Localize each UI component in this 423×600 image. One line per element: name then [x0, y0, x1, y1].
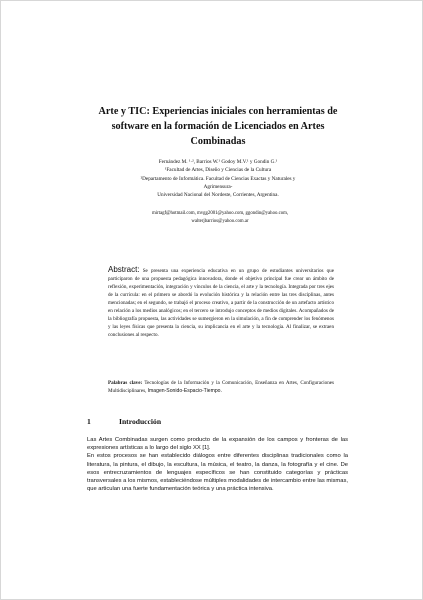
section-heading [87, 417, 161, 427]
abstract [108, 266, 334, 339]
keywords-text: Tecnologías de la Información y la Comunicación, Enseñanza en Artes, Configuraciones Multidisciplinares, [108, 380, 335, 394]
title-line: Combinadas [190, 136, 246, 147]
keywords-tail: Imagen-Sonido-Espacio-Tiempo. [147, 388, 222, 394]
abstract-label: Abstract: [108, 265, 140, 274]
section-number: 1 [87, 417, 91, 426]
abstract-text: Se presenta una experiencia educativa en un grupo de estudiantes universitarios que participaron de una propuesta pedagógica innovadora, donde el objetivo principal fue crear un ámbito de reflexión, experimentación, integración y vínculos de la ciencia, el arte y la tecnología. Integrada por tres ejes de la currícula: en el primero se abordó la evolución histórica y la relación entre las tres disciplinas, antes mencionadas; en el segundo, se trabajó el proceso creativo, a partir de la construcción de un artefacto artístico en relación a los medios analógicos; en el tercero se introdujo conceptos de medios digitales. Acompañados de la bibliografía propuesta, las actividades se sumergieron en la simulación, a fin de comprender los fenómenos y las leyes físicas que presenta la ciencia, su implicancia en el arte y la tecnología. Al finalizar, se extraen conclusiones al respecto. [108, 268, 334, 338]
author-block [105, 158, 331, 199]
affiliation: ¹Facultad de Artes, Diseño y Ciencias de la Cultura [164, 167, 272, 174]
title-line: Arte y TIC: Experiencias iniciales con herramientas de [98, 106, 338, 117]
paragraph: Las Artes Combinadas surgen como producto de la expansión de los campos y fronteras de las expresiones artísticas a lo largo del siglo XX [1]. [87, 437, 348, 452]
affiliation: Agrimensura- [203, 183, 233, 190]
affiliation: Universidad Nacional del Nordeste, Corrientes, Argentina. [157, 192, 279, 199]
paragraph: En estos procesos se han establecido diálogos entre diferentes disciplinas tradicionales como la literatura, la pintura, el dibujo, la escultura, la música, el teatro, la danza, la fotografía y el cine. De esos entrecruzamientos de lenguajes específicos se han constituido categorías y prácticas transversales a los mismos, estableciéndose múltiples modalidades de intercambio entre las mismas, que articulan una fuerte fundamentación teórica y una práctica intensiva. [87, 453, 348, 493]
email-block [140, 210, 300, 226]
email-line: mirtagf@hotmail.com, mvgg2001@yahoo.com, ggondin@yahoo.com, [151, 211, 289, 216]
paper-title [95, 104, 341, 149]
affiliation: ²Departamento de Informática. Facultad de Ciencias Exactas y Naturales y [140, 175, 296, 182]
introduction-body [87, 436, 348, 493]
author-names: Fernández M. ¹·², Barrios W.¹ Godoy M.V.¹ y Gondin G.¹ [158, 159, 278, 165]
keywords-label: Palabras clave: [108, 380, 143, 386]
title-line: software en la formación de Licenciados en Artes [111, 121, 325, 132]
section-title: Introducción [119, 417, 162, 426]
email-line: walterjbarrios@yahoo.com.ar [191, 218, 249, 224]
keywords [108, 379, 334, 395]
